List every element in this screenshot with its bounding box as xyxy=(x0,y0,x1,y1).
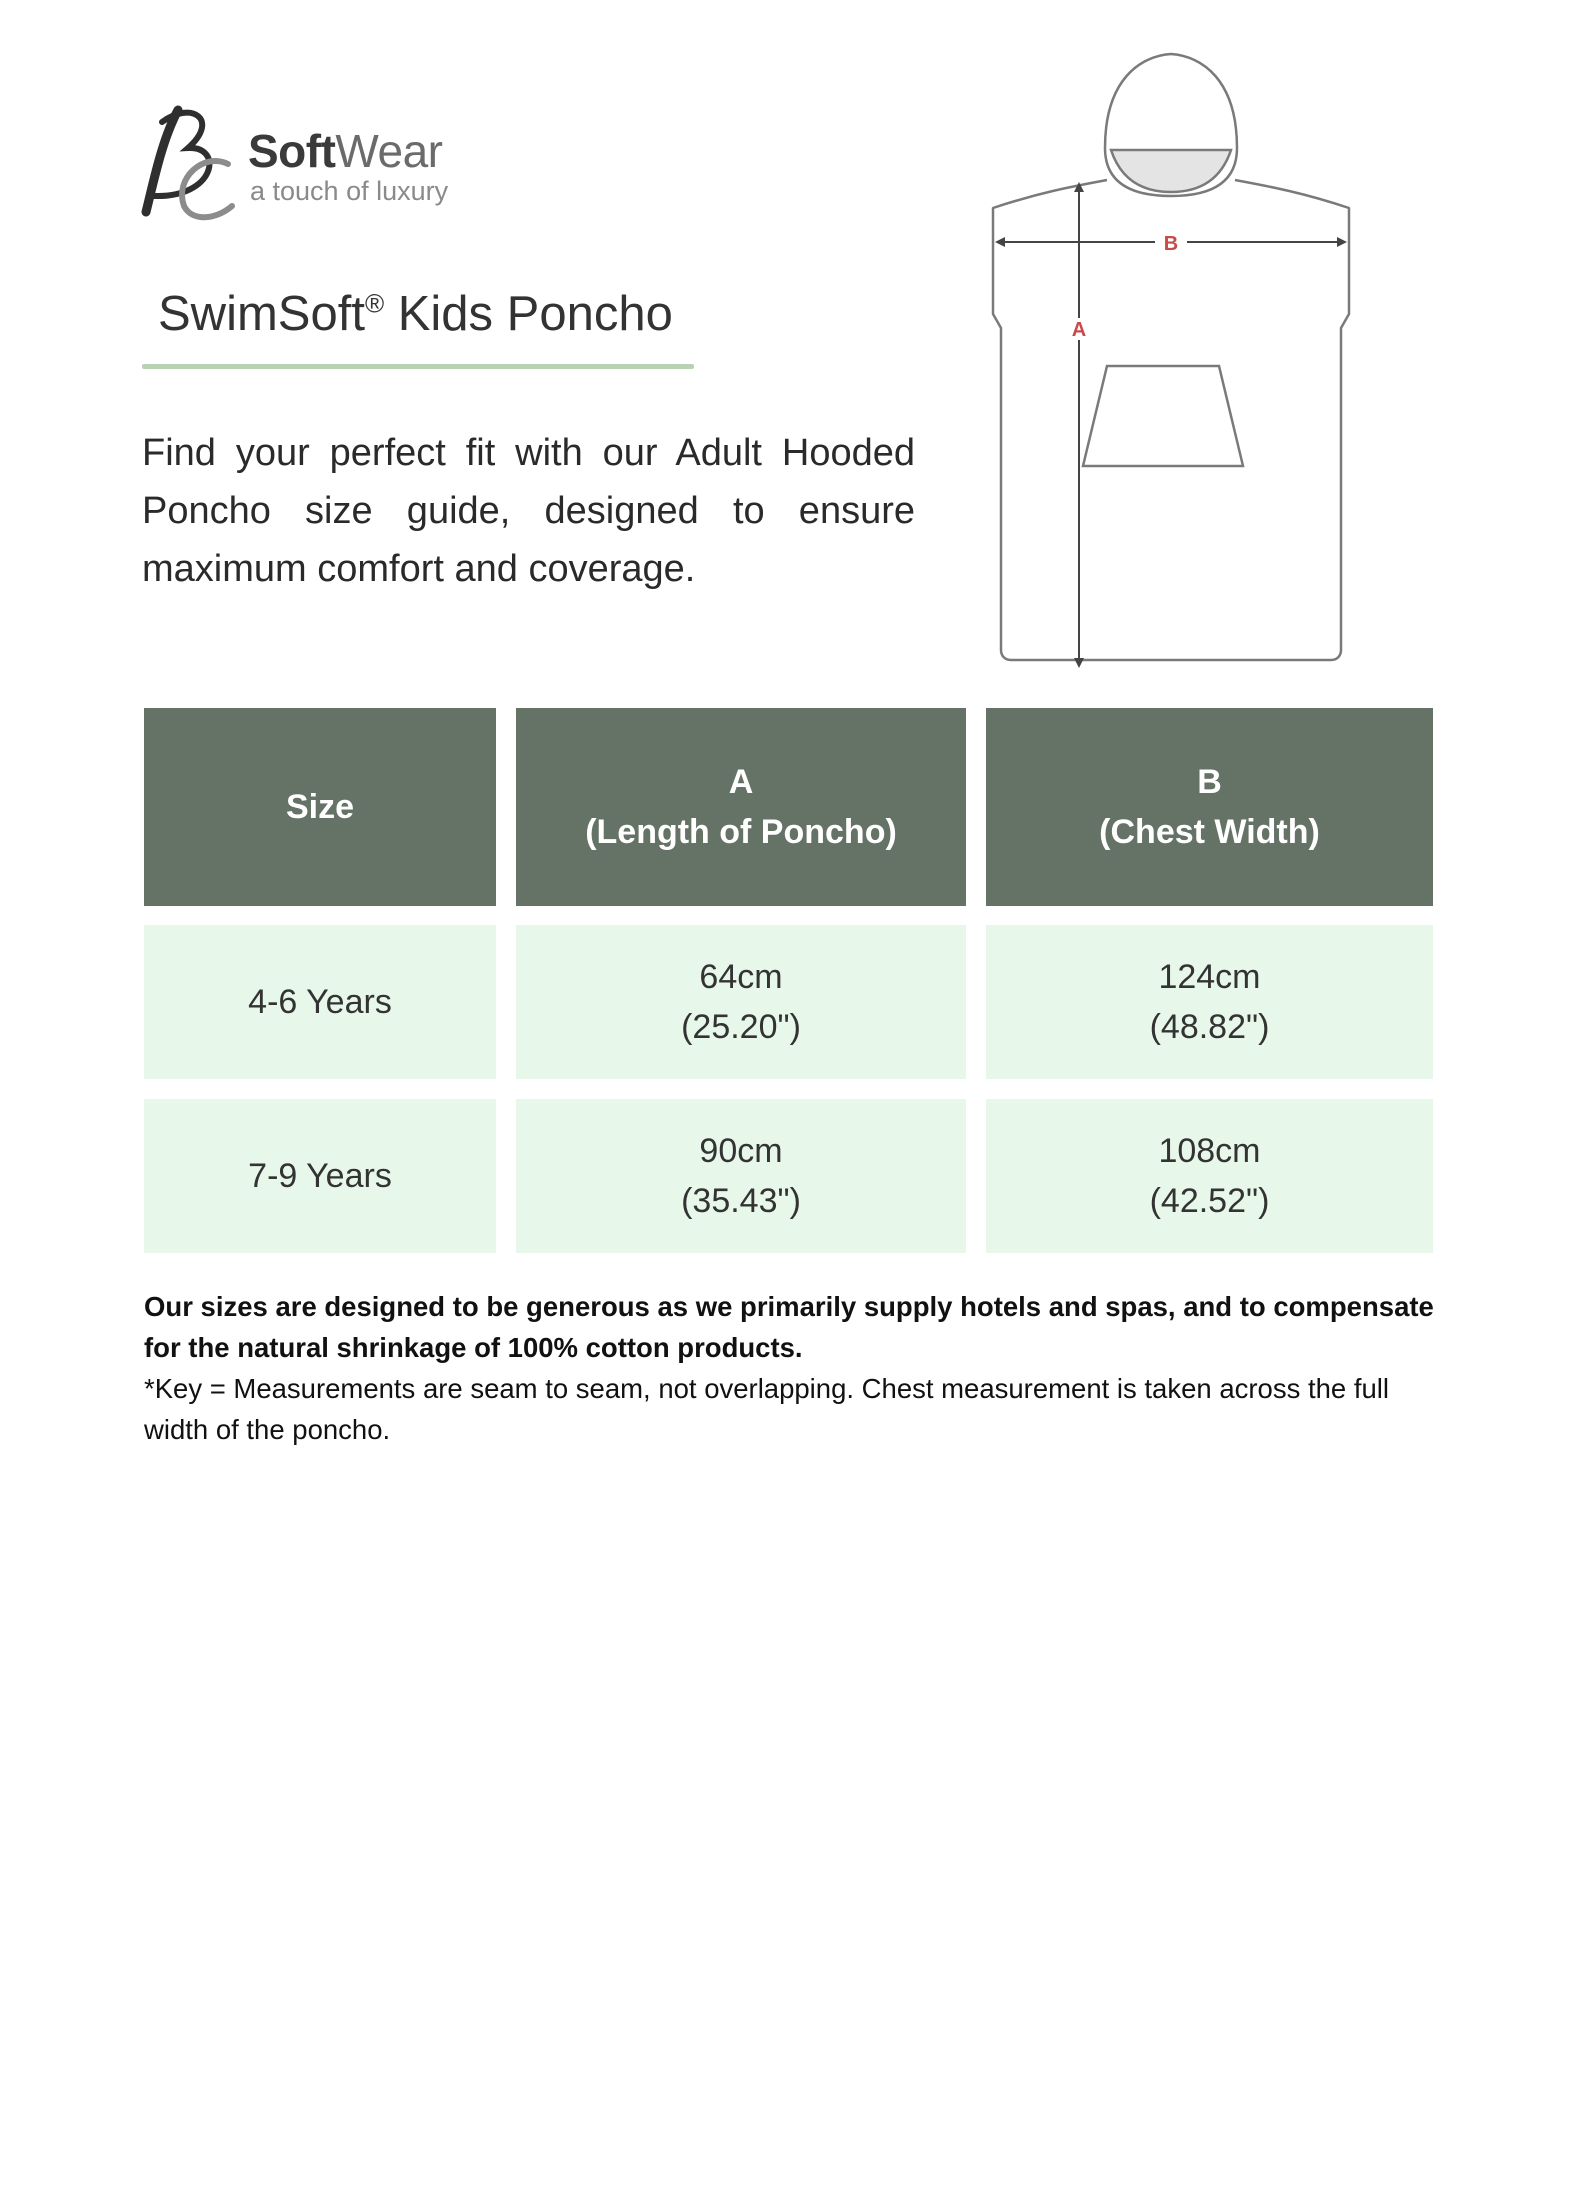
header-length: A (Length of Poncho) xyxy=(516,708,966,906)
measurement-key: *Key = Measurements are seam to seam, not overlapping. Chest measurement is taken across the full width of the poncho. xyxy=(144,1373,1389,1445)
sizing-note-bold: Our sizes are designed to be generous as we primarily supply hotels and spas, and to compensate for the natural shrinkage of 100% cotton products. xyxy=(144,1291,1434,1363)
intro-paragraph: Find your perfect fit with our Adult Hooded Poncho size guide, designed to ensure maximum comfort and coverage. xyxy=(142,432,915,590)
table-cell-length: 90cm (35.43") xyxy=(516,1099,966,1253)
poncho-diagram xyxy=(975,40,1375,680)
brand-name-wear: Wear xyxy=(335,125,443,177)
dimension-b-label: B xyxy=(1163,233,1179,255)
title-brand: SwimSoft xyxy=(158,287,365,341)
registered-mark: ® xyxy=(364,288,385,319)
header-chest: B (Chest Width) xyxy=(986,708,1433,906)
header-size: Size xyxy=(144,708,496,906)
brand-name xyxy=(248,124,443,178)
brand-tagline: a touch of luxury xyxy=(250,176,449,206)
table-cell-size: 4-6 Years xyxy=(144,925,496,1079)
poncho-outline-icon xyxy=(975,40,1375,680)
table-cell-chest: 108cm (42.52") xyxy=(986,1099,1433,1253)
dimension-a-label: A xyxy=(1071,319,1087,341)
title-underline xyxy=(142,364,694,369)
brand-name-soft: Soft xyxy=(248,125,336,177)
bc-monogram-icon xyxy=(132,100,244,225)
table-cell-chest: 124cm (48.82") xyxy=(986,925,1433,1079)
sizing-note xyxy=(144,1286,1444,1450)
table-cell-size: 7-9 Years xyxy=(144,1099,496,1253)
page-title xyxy=(158,286,673,342)
brand-logo xyxy=(132,100,492,230)
table-cell-length: 64cm (25.20") xyxy=(516,925,966,1079)
title-product: Kids Poncho xyxy=(384,287,673,341)
